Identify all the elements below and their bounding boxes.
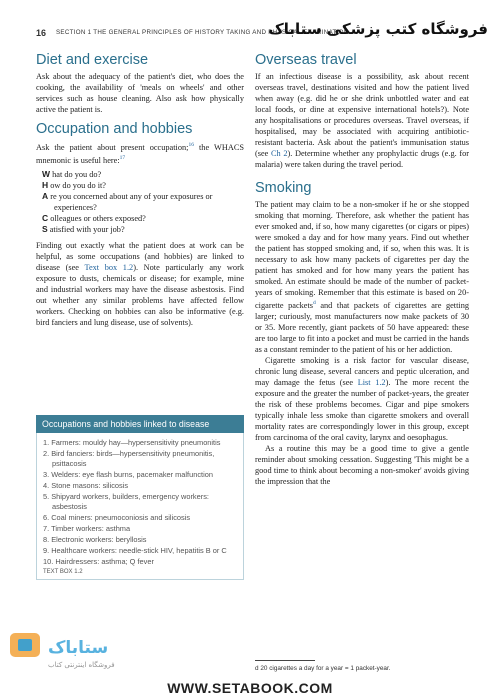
list-item: 6. Coal miners: pneumoconiosis and silicosis bbox=[43, 512, 191, 522]
mnemonic-item: A re you concerned about any of your exposures or experiences? bbox=[42, 190, 213, 212]
travel-heading: Overseas travel bbox=[255, 52, 357, 68]
diet-paragraph: Ask about the adequacy of the patient's diet, who does the cooking, the availability of 'meals on wheels' and other services such as house cleaning. Also ask how physically active the patient is. bbox=[36, 72, 244, 114]
smoking-paragraph-2: Cigarette smoking is a risk factor for vascular disease, chronic lung disease, several cancers and peptic ulceration, and may damage the fetus (see List 1.2). The more recent the exposure and the greater the number of packet-years, the greater the risk of these problems becomes. Cigar and pipe smokers typically inhale less smoke than cigarette smokers and overall mortality rates are correspondingly lower in this group, except from carcinoma of the oral cavity, larynx and oesophagus. bbox=[255, 355, 469, 442]
logo-subtext: فروشگاه اینترنتی کتاب bbox=[48, 661, 115, 669]
right-column bbox=[255, 52, 469, 487]
footnote-rule bbox=[255, 660, 315, 661]
diet-heading: Diet and exercise bbox=[36, 52, 149, 68]
list-item: 10. Hairdressers: asthma; Q fever bbox=[43, 557, 154, 567]
text-box-caption: TEXT BOX 1.2 bbox=[43, 568, 83, 575]
mnemonic-item: C olleagues or others exposed? bbox=[42, 212, 146, 223]
occupation-heading: Occupation and hobbies bbox=[36, 121, 193, 137]
footnote: d 20 cigarettes a day for a year = 1 packet-year. bbox=[255, 665, 391, 672]
mnemonic-item: S atisfied with your job? bbox=[42, 223, 125, 234]
page-number: 16 bbox=[36, 28, 47, 38]
travel-paragraph: If an infectious disease is a possibility, ask about recent overseas travel, destinations visited and how the patient lived when away (e.g. did he or she drink unbottled water and eat local foods, or dine at expensive international hotels?). Note any hospitalisations or procedures overseas. Travel overseas, if hospitalised, may be associated with acquiring antibiotic-resistant bacteria. Ask about the patient's immunisation status (see Ch 2). Determine whether any prophylactic drugs (e.g. for malaria) were taken during the travel period. bbox=[255, 72, 469, 169]
logo-text: ستاباک bbox=[48, 638, 109, 658]
list-item: 7. Timber workers: asthma bbox=[43, 523, 131, 533]
setabook-logo bbox=[6, 625, 166, 673]
text-box-occupations bbox=[36, 415, 244, 580]
mnemonic-item: W hat do you do? bbox=[42, 168, 102, 179]
watermark-url: WWW.SETABOOK.COM bbox=[167, 680, 333, 696]
left-column bbox=[36, 52, 244, 328]
mnemonic-item: H ow do you do it? bbox=[42, 179, 106, 190]
list-item: 4. Stone masons: silicosis bbox=[43, 480, 129, 490]
whacs-mnemonic-list bbox=[42, 169, 244, 235]
list-item: 5. Shipyard workers, builders, emergency workers: asbestosis bbox=[43, 491, 209, 511]
smoking-paragraph-1: The patient may claim to be a non-smoker if he or she stopped smoking that morning. Therefore, ask whether the patient has ever smoked and, if so, how many cigarettes (or cigars or pipes) were smoked a day and for how many years. Find out whether the patient has stopped smoking and, if so, when this was. It is necessary to ask how many packets of cigarettes per day the patient has smoked and for how many years the patient has smoked. An estimate should be made of the number of packet-years of smoking. Remember that this estimate is based on 20-cigarette packets$^d$ and that packets of cigarettes are getting larger; curiously, most manufacturers now make packets of 30 or 35. More recently, giant packets of 50 have appeared: these are too large to fit into a pocket and must be carried in the hands as a constant reminder to the patient of his or her addiction. bbox=[255, 200, 469, 354]
running-head: SECTION 1 THE GENERAL PRINCIPLES OF HISTORY TAKING AND PHYSICAL EXAMINATION bbox=[56, 29, 349, 36]
smoking-heading: Smoking bbox=[255, 180, 312, 196]
list-item: 3. Welders: eye flash burns, pacemaker malfunction bbox=[43, 469, 213, 479]
list-item: 8. Electronic workers: beryllosis bbox=[43, 534, 147, 544]
text-box-link[interactable]: Text box 1.2 bbox=[84, 262, 134, 272]
list-item: 1. Farmers: mouldy hay—hypersensitivity pneumonitis bbox=[43, 438, 221, 447]
text-box-title: Occupations and hobbies linked to disease bbox=[36, 415, 244, 433]
list-item: 2. Bird fanciers: birds—hypersensitivity pneumonitis, psittacosis bbox=[43, 449, 215, 468]
list-item: 9. Healthcare workers: needle-stick HIV, hepatitis B or C bbox=[43, 545, 227, 555]
smoking-paragraph-3: As a routine this may be a good time to give a gentle reminder about smoking cessation. Suggesting 'This might be a good time to think about becoming a non-smoker' avoids giving the impression that the bbox=[255, 443, 469, 486]
occupation-paragraph: Finding out exactly what the patient does at work can be helpful, as some occupations (and hobbies) are linked to disease (see Text box 1.2). Note particularly any work exposure to dusts, chemicals or disease; for example, mine and industrial workers may have the disease asbestosis. Find out whether any similar problems have affected fellow workers. Checking on hobbies can also be informative (e.g. bird fanciers and lung disease, use of solvents). bbox=[36, 240, 244, 327]
list-link[interactable]: List 1.2 bbox=[357, 377, 386, 387]
text-box-list bbox=[36, 433, 244, 580]
occupation-intro: Ask the patient about present occupation;$^{16}$ the WHACS mnemonic is useful here:$^{17}$ bbox=[36, 142, 244, 165]
chapter-link[interactable]: Ch 2 bbox=[271, 149, 288, 158]
store-overlay-title: فروشگاه کتب پزشکی ستاباک bbox=[268, 20, 488, 38]
